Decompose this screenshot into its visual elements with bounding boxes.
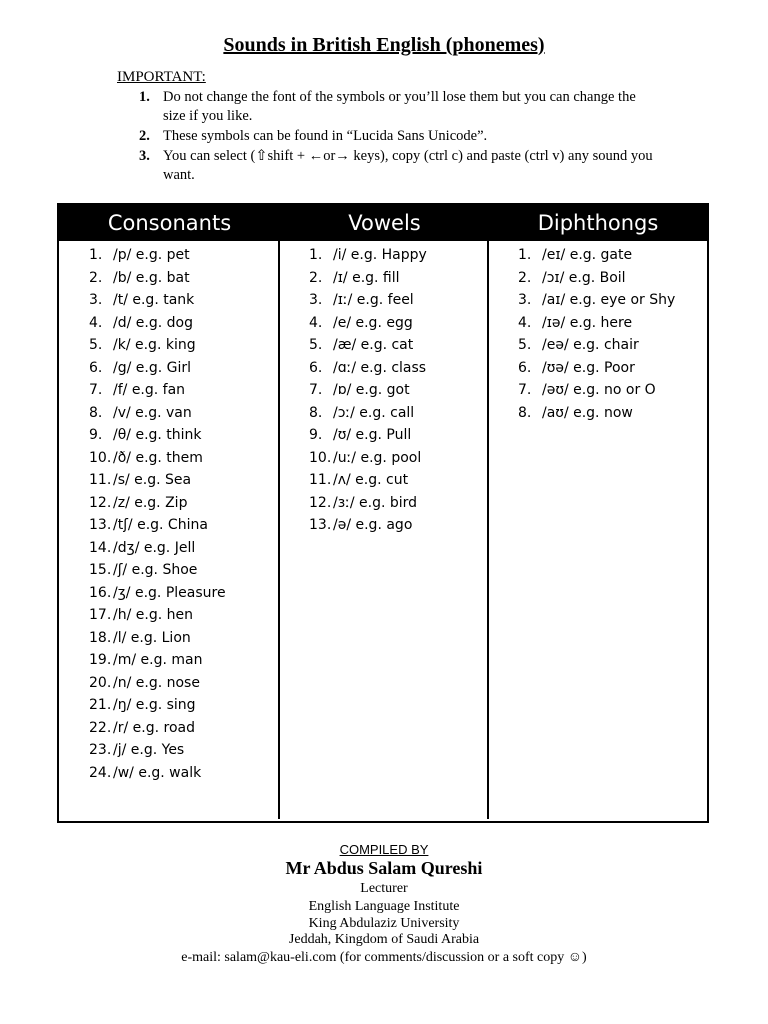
row-number: 14. — [89, 539, 112, 556]
phoneme-example: /h/ e.g. hen — [113, 607, 193, 623]
phoneme-example: /ʊ/ e.g. Pull — [333, 427, 412, 443]
phoneme-example: /d/ e.g. dog — [113, 314, 193, 331]
consonant-row — [89, 402, 278, 425]
row-number: 11. — [309, 472, 332, 488]
phoneme-example: /s/ e.g. Sea — [113, 472, 192, 488]
row-number: 4. — [518, 314, 532, 331]
consonant-row — [89, 379, 278, 402]
consonant-row — [89, 627, 278, 650]
vowel-row — [309, 424, 487, 447]
important-list — [139, 88, 659, 186]
table-body — [59, 241, 707, 819]
row-number: 5. — [89, 337, 103, 353]
phoneme-example: /əʊ/ e.g. no or O — [542, 382, 656, 398]
phonemes-table — [57, 203, 709, 823]
consonant-row — [89, 424, 278, 447]
row-number: 3. — [309, 292, 323, 308]
row-number: 13. — [89, 517, 112, 533]
consonant-row — [89, 694, 278, 717]
row-number: 5. — [309, 337, 323, 353]
phoneme-example: /z/ e.g. Zip — [113, 494, 188, 511]
row-number: 3. — [89, 292, 103, 308]
important-item — [139, 147, 659, 185]
row-number: 19. — [89, 652, 112, 668]
vowel-row — [309, 469, 487, 492]
row-number: 21. — [89, 697, 112, 713]
vowel-row — [309, 334, 487, 357]
email-line: e-mail: salam@kau-eli.com (for comments/discussion or a soft copy ☺) — [181, 950, 587, 965]
phoneme-example: /k/ e.g. king — [113, 337, 196, 353]
consonant-row — [89, 514, 278, 537]
consonant-row — [89, 604, 278, 627]
diphthong-row — [518, 357, 707, 380]
consonant-row — [89, 739, 278, 762]
row-number: 17. — [89, 607, 112, 623]
consonant-row — [89, 717, 278, 740]
vowel-row — [309, 244, 487, 267]
row-number: 2. — [89, 269, 103, 286]
important-item-number: 2. — [139, 128, 150, 144]
phoneme-example: /ʊə/ e.g. Poor — [542, 359, 635, 376]
consonant-row — [89, 267, 278, 290]
row-number: 8. — [518, 404, 532, 421]
phoneme-example: /i/ e.g. Happy — [333, 247, 427, 263]
diphthong-row — [518, 379, 707, 402]
phoneme-example: /j/ e.g. Yes — [113, 742, 185, 758]
vowel-row — [309, 312, 487, 335]
phoneme-example: /eɪ/ e.g. gate — [542, 247, 633, 263]
phoneme-example: /uː/ e.g. pool — [333, 449, 422, 466]
row-number: 6. — [518, 359, 532, 376]
phoneme-example: /ɒ/ e.g. got — [333, 382, 410, 398]
phoneme-example: /e/ e.g. egg — [333, 314, 413, 331]
diphthong-row — [518, 244, 707, 267]
consonant-row — [89, 289, 278, 312]
consonant-row — [89, 762, 278, 785]
consonant-row — [89, 447, 278, 470]
row-number: 10. — [309, 449, 332, 466]
phoneme-example: /θ/ e.g. think — [113, 427, 202, 443]
diphthongs-column — [489, 241, 707, 819]
row-number: 6. — [89, 359, 103, 376]
phoneme-example: /g/ e.g. Girl — [113, 359, 192, 376]
consonant-row — [89, 334, 278, 357]
row-number: 1. — [518, 247, 532, 263]
phoneme-example: /eə/ e.g. chair — [542, 337, 639, 353]
phoneme-example: /t/ e.g. tank — [113, 292, 195, 308]
important-heading: IMPORTANT: — [117, 69, 206, 85]
diphthong-row — [518, 289, 707, 312]
phoneme-example: /aʊ/ e.g. now — [542, 404, 633, 421]
row-number: 9. — [309, 427, 323, 443]
row-number: 2. — [518, 269, 532, 286]
vowel-row — [309, 289, 487, 312]
phoneme-example: /p/ e.g. pet — [113, 247, 190, 263]
row-number: 6. — [309, 359, 323, 376]
university-name: King Abdulaziz University — [308, 916, 460, 931]
diphthong-row — [518, 267, 707, 290]
row-number: 4. — [309, 314, 323, 331]
phoneme-example: /ʃ/ e.g. Shoe — [113, 562, 198, 578]
header-vowels: Vowels — [348, 211, 421, 235]
important-item-text: You can select (⇧shift + ←or→ keys), copy (ctrl c) and paste (ctrl v) any sound you want. — [163, 148, 653, 183]
consonant-row — [89, 357, 278, 380]
phoneme-example: /ʌ/ e.g. cut — [333, 472, 409, 488]
diphthong-row — [518, 334, 707, 357]
row-number: 24. — [89, 764, 112, 781]
phoneme-example: /dʒ/ e.g. Jell — [113, 539, 196, 556]
phoneme-example: /ɔɪ/ e.g. Boil — [542, 269, 626, 286]
phoneme-example: /l/ e.g. Lion — [113, 629, 191, 646]
consonant-row — [89, 649, 278, 672]
consonant-row — [89, 582, 278, 605]
phoneme-example: /m/ e.g. man — [113, 652, 203, 668]
consonant-row — [89, 537, 278, 560]
page-title: Sounds in British English (phonemes) — [223, 34, 545, 56]
header-diphthongs: Diphthongs — [537, 211, 659, 235]
header-consonants: Consonants — [107, 211, 232, 235]
important-item — [139, 127, 659, 146]
phoneme-example: /aɪ/ e.g. eye or Shy — [542, 292, 676, 308]
phoneme-example: /æ/ e.g. cat — [333, 337, 414, 353]
phoneme-example: /ɪː/ e.g. feel — [333, 292, 414, 308]
diphthong-row — [518, 312, 707, 335]
vowel-row — [309, 402, 487, 425]
phoneme-example: /ɑː/ e.g. class — [333, 359, 427, 376]
consonant-row — [89, 312, 278, 335]
important-item-number: 1. — [139, 89, 150, 105]
row-number: 9. — [89, 427, 103, 443]
institute-name: English Language Institute — [308, 899, 460, 914]
author-name: Mr Abdus Salam Qureshi — [285, 858, 483, 878]
row-number: 11. — [89, 472, 112, 488]
vowel-row — [309, 492, 487, 515]
consonant-row — [89, 469, 278, 492]
row-number: 13. — [309, 517, 332, 533]
row-number: 5. — [518, 337, 532, 353]
vowel-row — [309, 379, 487, 402]
city-line: Jeddah, Kingdom of Saudi Arabia — [288, 932, 480, 947]
phoneme-example: /ð/ e.g. them — [113, 449, 203, 466]
row-number: 7. — [518, 382, 532, 398]
row-number: 23. — [89, 742, 112, 758]
row-number: 12. — [309, 494, 332, 511]
row-number: 18. — [89, 629, 112, 646]
row-number: 16. — [89, 584, 112, 601]
vowel-row — [309, 514, 487, 537]
row-number: 8. — [309, 404, 323, 421]
phoneme-example: /b/ e.g. bat — [113, 269, 190, 286]
consonants-column — [59, 241, 280, 819]
vowel-row — [309, 447, 487, 470]
phoneme-example: /w/ e.g. walk — [113, 764, 202, 781]
compiled-by-label: COMPILED BY — [339, 842, 429, 857]
row-number: 8. — [89, 404, 103, 421]
phoneme-example: /n/ e.g. nose — [113, 674, 200, 691]
phoneme-example: /tʃ/ e.g. China — [113, 517, 208, 533]
phoneme-example: /v/ e.g. van — [113, 404, 192, 421]
table-header — [59, 205, 707, 241]
consonant-row — [89, 559, 278, 582]
vowel-row — [309, 267, 487, 290]
phoneme-example: /f/ e.g. fan — [113, 382, 186, 398]
phoneme-example: /ə/ e.g. ago — [333, 517, 413, 533]
row-number: 20. — [89, 674, 112, 691]
consonant-row — [89, 672, 278, 695]
phoneme-example: /ɪ/ e.g. fill — [333, 269, 400, 286]
important-item — [139, 88, 659, 126]
phoneme-example: /ɔː/ e.g. call — [333, 404, 415, 421]
important-item-number: 3. — [139, 148, 150, 164]
row-number: 10. — [89, 449, 112, 466]
row-number: 1. — [309, 247, 323, 263]
phoneme-example: /ɪə/ e.g. here — [542, 314, 633, 331]
row-number: 1. — [89, 247, 103, 263]
important-item-text: These symbols can be found in “Lucida Sans Unicode”. — [163, 128, 488, 144]
row-number: 4. — [89, 314, 103, 331]
phoneme-example: /ɜː/ e.g. bird — [333, 494, 418, 511]
author-role: Lecturer — [360, 881, 408, 896]
phoneme-example: /ŋ/ e.g. sing — [113, 697, 196, 713]
row-number: 7. — [89, 382, 103, 398]
diphthong-row — [518, 402, 707, 425]
phoneme-example: /r/ e.g. road — [113, 719, 195, 736]
row-number: 3. — [518, 292, 532, 308]
vowel-row — [309, 357, 487, 380]
row-number: 12. — [89, 494, 112, 511]
row-number: 15. — [89, 562, 112, 578]
consonant-row — [89, 244, 278, 267]
row-number: 2. — [309, 269, 323, 286]
important-item-text: Do not change the font of the symbols or you’ll lose them but you can change the size if you like. — [163, 89, 636, 124]
phoneme-example: /ʒ/ e.g. Pleasure — [113, 584, 226, 601]
row-number: 7. — [309, 382, 323, 398]
vowels-column — [280, 241, 489, 819]
row-number: 22. — [89, 719, 112, 736]
consonant-row — [89, 492, 278, 515]
